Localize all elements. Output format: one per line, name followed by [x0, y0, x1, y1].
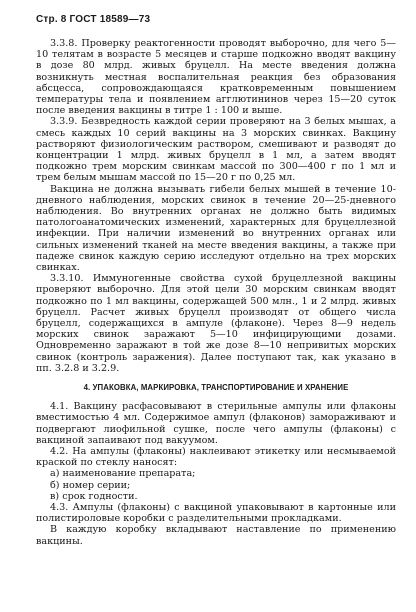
paragraph-4-3: 4.3. Ампулы (флаконы) с вакциной упаковывают в картонные или полистироловые коробки с разделительными прокладками.: [36, 501, 396, 525]
list-item: а) наименование препарата;: [50, 468, 196, 480]
paragraph-4-3-continued: В каждую коробку вкладывают наставление по применению вакцины.: [36, 524, 396, 547]
paragraph-4-1: 4.1. Вакцину расфасовывают в стерильные ампулы или флаконы вместимостью 4 мл. Содержимое ампул (флаконов) замораживают и подвергают лиофильной сушке, после чего ампулы (флаконы) с вакциной запаивают под вакуумом.: [36, 401, 396, 446]
paragraph-4-2: 4.2. На ампулы (флаконы) наклеивают этикетку или несмываемой краской по стеклу наносят:: [36, 445, 396, 469]
paragraph-3-3-10: 3.3.10. Иммуногенные свойства сухой бруцеллезной вакцины проверяют выборочно. Для этой цели 30 морским свинкам вводят подкожно по 1 мл вакцины, содержащей 500 млн., 1 и 2 млрд. живых бруцелл. Расчет живых бруцелл производят от общего числа бруцелл, содержащихся в ампуле (флаконе). Через 8—9 недель морских свинок заражают 5—10 инфицирующими дозами. Одновременно заражают в той же дозе 8—10 непривитых морских свинок (контроль заражения). Далее поступают так, как указано в пп. 3.2.8 и 3.2.9.: [36, 273, 396, 374]
page-header: Стр. 8 ГОСТ 18589—73: [36, 14, 151, 25]
list-item: б) номер серии;: [50, 479, 131, 491]
paragraph-3-3-9-continued: Вакцина не должна вызывать гибели белых мышей в течение 10-дневного наблюдения, морских свинок в течение 20—25-дневного наблюдения. Во внутренних органах не должно быть видимых патологоанатомических изменений, характерных для бруцеллезной инфекции. При наличии изменений во внутренних органах или сильных изменений тканей на месте введения вакцины, а также при падеже свинок каждую серию исследуют отдельно на трех морских свинках.: [36, 183, 396, 274]
list-item: в) срок годности.: [50, 490, 138, 502]
section-4-title: 4. УПАКОВКА, МАРКИРОВКА, ТРАНСПОРТИРОВАНИЕ И ХРАНЕНИЕ: [83, 383, 349, 393]
paragraph-3-3-9: 3.3.9. Безвредность каждой серии проверяют на 3 белых мышах, а смесь каждых 10 серий вакцины на 3 морских свинках. Вакцину растворяют физиологическим раствором, смешивают и разводят до концентрации 1 млрд. живых бруцелл в 1 мл, а затем вводят подкожно трем морским свинкам массой по 300—400 г по 1 мл и трем белым мышам массой по 15—20 г по 0,25 мл.: [36, 116, 396, 184]
paragraph-3-3-8: 3.3.8. Проверку реактогенности проводят выборочно, для чего 5—10 телятам в возрасте 5 месяцев и старше подкожно вводят вакцину в дозе 80 млрд. живых бруцелл. На месте введения должна возникнуть местная воспалительная реакция без образования абсцесса, сопровождающаяся кратковременным повышением температуры тела и появлением агглютининов через 15—20 суток после введения вакцины в титре 1 : 100 и выше.: [36, 38, 396, 117]
